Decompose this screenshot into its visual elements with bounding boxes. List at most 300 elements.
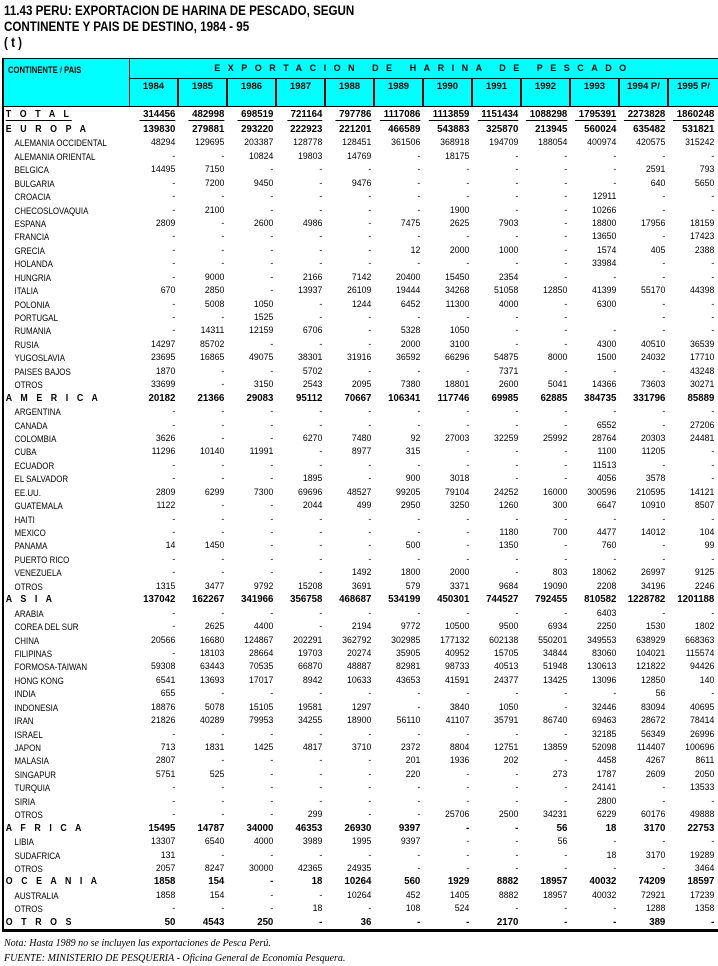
value-cell: [232, 581, 277, 592]
value-text: -: [662, 191, 666, 203]
value-text: 2000: [400, 338, 421, 350]
value-cell: [624, 648, 669, 659]
value-cell: [526, 191, 571, 202]
value-text: 140: [699, 674, 715, 686]
value-cell: [575, 205, 620, 216]
value-cell: [673, 339, 718, 350]
value-cell: [330, 715, 375, 726]
value-cell: [673, 433, 718, 444]
value-cell: [379, 688, 424, 699]
value-cell: [379, 325, 424, 336]
value-cell: [673, 635, 718, 646]
country-row: [4, 740, 718, 753]
value-text: 14366: [592, 379, 617, 391]
value-cell: [575, 809, 620, 820]
country-row: [4, 498, 718, 511]
value-text: -: [564, 217, 568, 229]
value-text: 34255: [298, 715, 323, 727]
year-header: 1986: [228, 79, 277, 106]
value-text: 177132: [440, 634, 470, 646]
value-cell: [428, 460, 473, 471]
value-cell: [428, 742, 473, 753]
value-text: 1244: [351, 298, 372, 310]
value-text: 46353: [295, 821, 323, 834]
value-cell: [624, 258, 669, 269]
value-text: 1100: [597, 446, 617, 458]
value-cell: [281, 205, 326, 216]
value-cell: [232, 742, 277, 753]
value-cell: [477, 850, 522, 861]
value-cell: [134, 742, 179, 753]
value-text: 14769: [347, 150, 372, 162]
value-text: 79104: [445, 486, 470, 498]
value-cell: [673, 875, 718, 887]
country-row: [4, 726, 718, 739]
value-text: 11296: [151, 446, 176, 458]
value-text: -: [319, 312, 323, 323]
value-text: -: [466, 231, 470, 243]
country-row: [4, 525, 718, 538]
value-text: 1201188: [677, 593, 715, 606]
row-label-text: CROACIA: [14, 192, 51, 203]
row-label: [4, 501, 115, 511]
value-text: 42365: [298, 862, 323, 874]
value-text: -: [711, 915, 715, 928]
country-row: [4, 780, 718, 793]
value-text: -: [662, 419, 666, 431]
value-cell: [526, 500, 571, 511]
value-cell: [232, 769, 277, 780]
value-cell: [183, 366, 228, 377]
value-text: 83094: [641, 701, 666, 713]
value-cell: [330, 635, 375, 646]
value-cell: [477, 890, 522, 901]
value-cell: [477, 836, 522, 847]
value-text: -: [172, 473, 176, 485]
country-row: [4, 713, 718, 726]
value-text: -: [662, 258, 666, 270]
value-text: 56: [655, 688, 666, 700]
value-cell: [477, 863, 522, 874]
value-text: -: [270, 164, 274, 176]
value-cell: [134, 688, 179, 699]
value-text: -: [221, 513, 225, 525]
value-cell: [428, 473, 473, 484]
value-text: 121822: [636, 661, 666, 673]
value-cell: [575, 178, 620, 189]
value-cell: [428, 608, 473, 619]
value-text: 36: [360, 915, 372, 928]
row-label: [4, 206, 115, 216]
value-text: 99205: [396, 486, 421, 498]
value-text: 100696: [685, 742, 715, 753]
value-cell: [330, 123, 375, 135]
country-row: [4, 672, 718, 685]
value-cell: [281, 123, 326, 135]
value-cell: [330, 875, 375, 887]
row-label-text: JAPON: [14, 743, 41, 753]
value-text: -: [221, 432, 225, 444]
value-text: 6300: [596, 298, 617, 310]
value-text: -: [319, 688, 323, 700]
value-text: 302985: [391, 634, 421, 646]
value-cell: [379, 446, 424, 457]
export-table: [2, 58, 718, 932]
value-text: 2194: [351, 621, 372, 633]
value-cell: [134, 325, 179, 336]
row-label: [4, 636, 115, 646]
continent-row: [4, 874, 718, 887]
value-cell: [575, 702, 620, 713]
value-cell: [575, 863, 620, 874]
value-text: -: [172, 903, 176, 915]
value-text: 32185: [592, 728, 617, 740]
value-cell: [232, 137, 277, 148]
value-cell: [477, 460, 522, 471]
value-text: -: [319, 446, 323, 458]
value-cell: [379, 540, 424, 551]
value-cell: [232, 108, 277, 121]
value-text: -: [270, 513, 274, 525]
value-text: -: [711, 204, 715, 216]
value-cell: [477, 796, 522, 807]
value-cell: [526, 593, 571, 605]
value-text: 2246: [694, 580, 715, 592]
value-cell: [134, 567, 179, 578]
row-label: [4, 461, 115, 471]
value-cell: [477, 352, 522, 363]
value-cell: [232, 218, 277, 229]
value-cell: [379, 178, 424, 189]
value-text: -: [319, 915, 323, 928]
value-cell: [575, 796, 620, 807]
value-text: 6540: [204, 836, 225, 848]
value-text: 41591: [445, 674, 470, 686]
value-cell: [575, 661, 620, 672]
value-cell: [232, 729, 277, 740]
value-text: -: [613, 271, 617, 283]
value-cell: [575, 137, 620, 148]
value-cell: [526, 661, 571, 672]
value-text: 8611: [695, 755, 715, 767]
value-cell: [232, 446, 277, 457]
value-cell: [379, 339, 424, 350]
value-cell: [281, 460, 326, 471]
value-cell: [232, 635, 277, 646]
value-text: -: [319, 513, 323, 525]
value-text: 7380: [400, 379, 421, 391]
value-cell: [575, 755, 620, 766]
value-cell: [624, 850, 669, 861]
value-text: 4400: [253, 621, 274, 633]
value-text: -: [270, 432, 274, 444]
value-cell: [575, 903, 620, 914]
value-text: -: [270, 419, 274, 431]
value-text: 28664: [249, 647, 274, 659]
value-text: 1050: [449, 325, 470, 337]
value-cell: [477, 379, 522, 390]
value-cell: [526, 460, 571, 471]
row-label-text: FILIPINAS: [14, 648, 52, 659]
value-cell: [673, 782, 718, 793]
value-text: -: [417, 527, 421, 538]
value-cell: [526, 863, 571, 874]
value-text: 2600: [498, 379, 519, 391]
value-text: -: [515, 862, 519, 874]
value-text: 139830: [143, 122, 176, 135]
value-text: 534199: [388, 593, 421, 606]
value-cell: [281, 500, 326, 511]
value-text: -: [172, 782, 176, 794]
value-cell: [379, 836, 424, 847]
value-cell: [673, 500, 718, 511]
row-label: [4, 851, 115, 861]
value-text: -: [564, 406, 568, 418]
value-cell: [477, 903, 522, 914]
country-row: [4, 753, 718, 766]
country-row: [4, 538, 718, 551]
value-cell: [330, 272, 375, 283]
value-cell: [477, 231, 522, 242]
value-text: 20303: [641, 432, 666, 444]
value-cell: [281, 420, 326, 431]
value-text: 12: [410, 244, 421, 256]
row-label: [4, 703, 115, 713]
value-cell: [575, 769, 620, 780]
value-text: -: [613, 164, 617, 176]
value-text: 1425: [253, 742, 274, 753]
value-text: -: [466, 312, 470, 323]
value-text: 8882: [496, 875, 519, 888]
value-text: 17017: [249, 674, 274, 686]
value-cell: [183, 487, 228, 498]
value-text: 1122: [156, 500, 176, 512]
value-text: 25992: [543, 432, 568, 444]
value-cell: [526, 675, 571, 686]
value-text: 3578: [645, 473, 666, 485]
row-label: [4, 837, 115, 847]
value-text: 85702: [200, 338, 225, 350]
value-cell: [428, 782, 473, 793]
value-cell: [526, 339, 571, 350]
value-text: 36539: [690, 338, 715, 350]
value-cell: [624, 164, 669, 175]
value-text: 803: [552, 567, 568, 579]
value-cell: [428, 863, 473, 874]
value-cell: [379, 769, 424, 780]
value-text: 69985: [491, 391, 519, 404]
value-text: -: [515, 728, 519, 740]
value-text: 124867: [244, 634, 274, 646]
value-cell: [624, 285, 669, 296]
country-row: [4, 646, 718, 659]
value-text: 362792: [342, 634, 372, 646]
value-text: -: [564, 473, 568, 485]
value-text: 15495: [148, 821, 176, 834]
value-text: -: [564, 862, 568, 874]
value-text: 7200: [204, 177, 225, 189]
row-label-text: E U R O P A: [5, 123, 90, 135]
value-text: -: [319, 782, 323, 794]
value-cell: [379, 796, 424, 807]
value-text: 325870: [486, 122, 519, 135]
value-cell: [673, 164, 718, 175]
value-text: 1450: [204, 540, 225, 552]
value-cell: [624, 420, 669, 431]
row-label: [4, 770, 115, 780]
value-text: 6299: [204, 486, 225, 498]
value-cell: [428, 123, 473, 135]
value-text: 2600: [253, 217, 274, 229]
value-cell: [673, 916, 718, 928]
value-text: 33699: [151, 379, 176, 391]
value-text: -: [711, 406, 715, 418]
value-cell: [134, 137, 179, 148]
value-cell: [526, 352, 571, 363]
value-text: -: [662, 365, 666, 377]
value-text: 7371: [498, 365, 519, 377]
row-label: [4, 474, 115, 484]
value-text: 55170: [641, 285, 666, 297]
value-cell: [428, 715, 473, 726]
value-text: 130613: [587, 661, 617, 673]
value-cell: [232, 420, 277, 431]
value-cell: [624, 352, 669, 363]
row-label-text: POLONIA: [14, 299, 50, 310]
value-cell: [526, 769, 571, 780]
value-text: 69696: [298, 486, 323, 498]
value-cell: [232, 178, 277, 189]
value-text: 1180: [499, 527, 519, 538]
value-cell: [624, 231, 669, 242]
row-label: [4, 797, 115, 807]
country-row: [4, 336, 718, 349]
value-cell: [575, 218, 620, 229]
value-text: 7150: [204, 164, 225, 176]
value-text: 17956: [641, 217, 666, 229]
value-text: 14495: [151, 164, 176, 176]
value-cell: [134, 850, 179, 861]
value-text: -: [270, 473, 274, 485]
value-text: 114407: [636, 742, 666, 753]
value-text: -: [319, 540, 323, 552]
value-cell: [281, 178, 326, 189]
value-text: 36592: [396, 352, 421, 364]
country-row: [4, 511, 718, 524]
value-text: 26996: [690, 728, 715, 740]
value-text: -: [564, 298, 568, 310]
value-text: -: [564, 419, 568, 431]
row-label-text: COREA DEL SUR: [14, 622, 79, 633]
value-text: -: [319, 553, 323, 565]
value-text: 17710: [690, 352, 715, 364]
value-cell: [624, 916, 669, 928]
value-cell: [575, 123, 620, 135]
value-cell: [477, 245, 522, 256]
value-cell: [183, 433, 228, 444]
value-text: -: [221, 365, 225, 377]
value-cell: [134, 500, 179, 511]
value-text: 12751: [494, 742, 519, 753]
value-text: 1113859: [429, 109, 469, 121]
value-text: 27003: [445, 432, 470, 444]
value-text: 7903: [498, 217, 519, 229]
value-text: -: [368, 728, 372, 740]
value-cell: [526, 702, 571, 713]
value-cell: [673, 769, 718, 780]
value-text: -: [564, 540, 568, 552]
value-cell: [575, 272, 620, 283]
value-text: -: [270, 540, 274, 552]
value-cell: [379, 890, 424, 901]
value-text: 56349: [641, 728, 666, 740]
value-cell: [624, 514, 669, 525]
value-cell: [134, 621, 179, 632]
value-text: -: [368, 217, 372, 229]
value-text: 17239: [690, 889, 715, 901]
value-text: -: [662, 459, 666, 471]
value-text: 19289: [690, 849, 715, 861]
value-text: 499: [356, 500, 372, 512]
value-cell: [330, 218, 375, 229]
value-text: 9772: [400, 621, 421, 633]
row-label-text: VENEZUELA: [14, 568, 62, 579]
year-header: 1987: [277, 79, 326, 106]
row-label-text: CHINA: [14, 635, 40, 646]
value-cell: [624, 567, 669, 578]
value-text: 299: [307, 809, 323, 821]
row-label: [4, 541, 115, 551]
value-text: -: [368, 607, 372, 619]
value-text: 50: [164, 915, 176, 928]
value-text: 13307: [151, 836, 176, 848]
value-text: 1929: [447, 875, 470, 888]
value-text: 19444: [396, 285, 421, 297]
value-text: -: [368, 258, 372, 270]
value-text: -: [711, 191, 715, 203]
value-text: 2809: [155, 217, 176, 229]
value-text: -: [564, 915, 568, 928]
value-cell: [526, 540, 571, 551]
value-cell: [673, 473, 718, 484]
value-text: 30000: [249, 862, 274, 874]
value-cell: [183, 500, 228, 511]
value-text: 2543: [302, 379, 323, 391]
value-text: 1117086: [380, 109, 420, 121]
value-text: -: [319, 244, 323, 256]
row-label-text: GUATEMALA: [14, 501, 63, 512]
value-text: 300596: [587, 486, 617, 498]
value-cell: [526, 325, 571, 336]
title-line-1: 11.43 PERU: EXPORTACION DE HARINA DE PESCADO, SEGUN: [4, 3, 355, 18]
value-cell: [575, 108, 620, 121]
value-text: 602138: [489, 634, 519, 646]
value-text: -: [564, 903, 568, 915]
value-text: 40032: [589, 875, 617, 888]
value-cell: [134, 258, 179, 269]
value-cell: [624, 312, 669, 323]
value-text: 131: [160, 849, 176, 861]
row-label: [4, 594, 115, 605]
value-cell: [281, 648, 326, 659]
value-cell: [428, 903, 473, 914]
value-text: -: [221, 459, 225, 471]
value-cell: [330, 420, 375, 431]
value-text: 41399: [592, 285, 617, 297]
value-cell: [183, 392, 228, 404]
value-text: -: [417, 204, 421, 216]
value-text: 1315: [155, 580, 176, 592]
